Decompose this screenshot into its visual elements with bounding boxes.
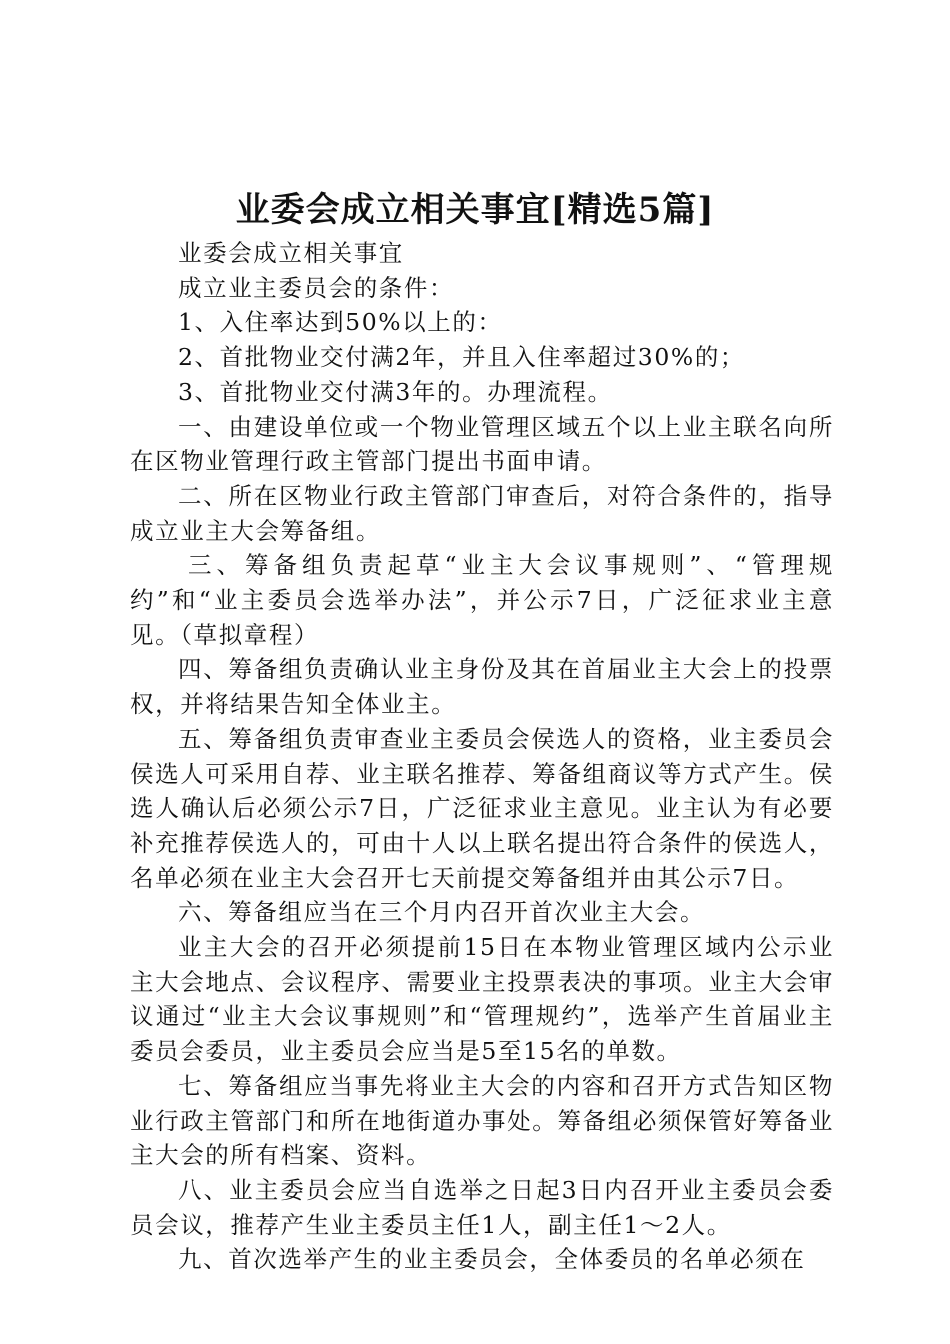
- paragraph-step-4: 四、筹备组负责确认业主身份及其在首届业主大会上的投票权，并将结果告知全体业主。: [130, 655, 834, 719]
- paragraph-step-8: 八、业主委员会应当自选举之日起3日内召开业主委员会委员会议，推荐产生业主委员主任1人，副主任1～2人。: [130, 1175, 834, 1239]
- paragraph-conditions-heading: 成立业主委员会的条件：: [178, 273, 455, 302]
- paragraph-condition-3: 3、首批物业交付满3年的。办理流程。: [178, 377, 613, 406]
- paragraph-step-9: 九、首次选举产生的业主委员会，全体委员的名单必须在: [178, 1245, 806, 1274]
- paragraph-assembly: 业主大会的召开必须提前15日在本物业管理区域内公示业主大会地点、会议程序、需要业主投票表决的事项。业主大会审议通过“业主大会议事规则”和“管理规约”，选举产生首届业主委员会委员，业主委员会应当是5至15名的单数。: [130, 933, 834, 1066]
- paragraph-step-7: 七、筹备组应当事先将业主大会的内容和召开方式告知区物业行政主管部门和所在地街道办事处。筹备组必须保管好筹备业主大会的所有档案、资料。: [130, 1071, 834, 1170]
- paragraph-condition-1: 1、入住率达到50%以上的：: [178, 308, 503, 337]
- paragraph-step-3: 三、筹备组负责起草“业主大会议事规则”、“管理规约”和“业主委员会选举办法”，并公示7日，广泛征求业主意见。（草拟章程）: [130, 551, 834, 649]
- paragraph-step-2: 二、所在区物业行政主管部门审查后，对符合条件的，指导成立业主大会筹备组。: [130, 481, 834, 545]
- paragraph-step-1: 一、由建设单位或一个物业管理区域五个以上业主联名向所在区物业管理行政主管部门提出书面申请。: [130, 412, 834, 476]
- paragraph-step-6: 六、筹备组应当在三个月内召开首次业主大会。: [178, 898, 706, 927]
- document-title: 业委会成立相关事宜[精选5篇]: [235, 190, 715, 230]
- paragraph-condition-2: 2、首批物业交付满2年，并且入住率超过30%的；: [178, 343, 746, 372]
- document-body: [130, 236, 834, 1277]
- paragraph-step-5: 五、筹备组负责审查业主委员会侯选人的资格，业主委员会侯选人可采用自荐、业主联名推荐、筹备组商议等方式产生。侯选人确认后必须公示7日，广泛征求业主意见。业主认为有必要补充推荐侯选人的，可由十人以上联名提出符合条件的侯选人，名单必须在业主大会召开七天前提交筹备组并由其公示7日。: [130, 724, 834, 892]
- paragraph-subtitle: 业委会成立相关事宜: [178, 239, 404, 267]
